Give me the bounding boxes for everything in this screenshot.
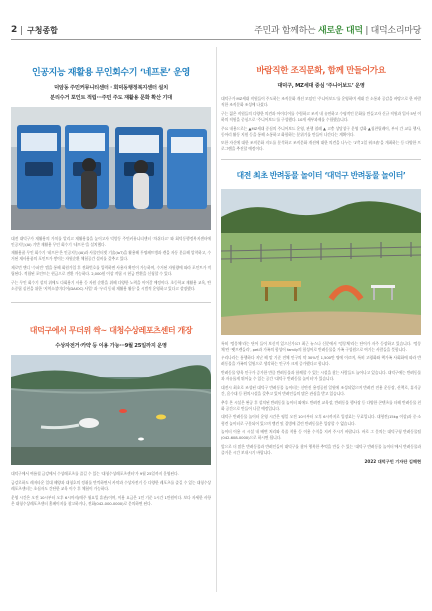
article-title: 대덕구에서 무더위 싹~ 대청수상레포츠센터 개장: [29, 326, 193, 336]
photo-recycling-machines: [11, 107, 211, 230]
article-watersports: [11, 325, 211, 507]
article-title: 바람직한 조직문화, 함께 만들어가요: [256, 66, 386, 76]
article-subtitle: 수상자전거·카약 등 이용 가능···9월 25일까지 운영: [55, 343, 167, 350]
reporter-credit: 2022 대덕구민 기자단 김해현: [364, 458, 421, 464]
article-subtitle: 대덕구, MZ세대 중심 ‘주니어보드’ 운영: [277, 83, 365, 89]
paragraph: 대덕구에서 여름철 금강에서 수상레포츠를 즐길 수 있는 ‘대청수상레포츠센터’가 9월 25일까지 운영된다.: [11, 471, 179, 477]
paragraph: 주요 내용으로는 ▲MZ세대 중심의 주니어보드 운영, 관행 철폐 ▲ 고충 상담창구 운영 강화 ▲칭찬릴레이, 부서 간 교류 행사, 동아리 활동 지원 등을 통해 소통하고 화합하는 분위기를 만들어 나간다는 계획이다.: [221, 125, 421, 137]
slogan-part2: | 대덕소리마당: [362, 26, 421, 36]
slogan-part1: 주민과 함께하는: [254, 26, 318, 36]
header-rule: [11, 39, 421, 40]
article-subtitle: 덕암동 주민커뮤니티센터 · 회덕동행정복지센터 설치: [54, 85, 168, 91]
slogan: [254, 23, 421, 36]
article-body: [221, 341, 421, 457]
paragraph: 구는 무인 회수기 설치 위에도 다회용기 사용 등 자원 순환을 위해 다양한 노력을 이어갈 예정이다. 초등학교 재활용 교육, 탄소중립 실천을 위한 ‘지역소셜미디어(DAIOC) 사업’ 과 ‘우리 동네 재활용 활동’을 시범적 운영하고 있다고 설명했다.: [11, 279, 211, 291]
article-subtitle: 분리수거 포인트 적립···주민 주도 재활용 문화 확산 기대: [50, 94, 172, 101]
paragraph: 대덕구가 MZ세대 직원들이 주도하는 조직문화 개선 모임인 ‘주니어보드’를 운영하며 세대 간 소통과 공감을 바탕으로 한 바람직한 조직문화 조성에 나섰다.: [221, 96, 421, 108]
paragraph: 특히 ‘멍뭉체’라는 단어 들어 보신적 있으신가요? 최근 뉴스나 신문에서 ‘멍뭉체’라는 단어가 자주 등장하고 있습니다. ‘멍뭉체’란 ‘펫프렌들리’, pet과 가족의 합성어 family의 합성어로 반려동물을 가족 구성원으로 여기는 사람들을 뜻합니다.: [221, 340, 421, 352]
paragraph: 재활용품 무인 회수기 ‘네프론’은 인공지능(AI)과 사물인터넷 기술(IoT)을 활용해 투명페트병과 캔을 자동 분류해 압착하고, 수거된 재사용품의 포인트가 쌓이는 자원순환 체험공간 설비를 갖추고 있다.: [11, 250, 211, 262]
paragraph: 또한 자신에 대한 조직문화 지도를 분석하고 조직문화 개선에 대한 의견을 나누는 ‘1박 2일 워크숍’을 개최하는 등 다양한 프로그램을 추진할 예정이다.: [221, 140, 421, 152]
article-neprun: [11, 65, 211, 292]
left-column: [11, 47, 211, 509]
paragraph: 반려동물 양육 인구가 증가한 만큼 반려동물과 함께할 수 있는 시설을 찾는 사람들도 늘어나고 있습니다. 대덕구에는 반려동물과 자유롭게 뛰어놀 수 있는 공간 ‘대덕구 반려동물 놀이터’가 있습니다.: [221, 370, 421, 382]
photo-lake-watersports: [11, 355, 211, 465]
paragraph: 추후 본 시설은 완공 후 설치된 반려동물 놀이터 외에도 반려견 교육장, 반려동물 행사장 등 다양한 콘텐츠를 더해 반려동물 친화 공간으로 만들어 나갈 예정입니다.: [221, 399, 421, 411]
header-divider: [21, 26, 22, 35]
paragraph: 놀이터 이용 시 시설 내 배변 처리와 목줄 착용 등 이용 수칙을 지켜 주시기 바랍니다. 바로 그 문의는 대덕구청 반려동물팀(042-608-0000)으로 하시면 됩니다.: [221, 429, 421, 441]
column-divider: [216, 47, 217, 592]
paragraph: 금강로하도 레저타운 일대 해양과 대청호의 정취를 만끽하면서 카약과 수상자전거 등 다양한 레포츠를 즐길 수 있는 대청수상레포츠센터는 초심자도 간단한 교육 이수 후 체험이 가능하다.: [11, 479, 211, 491]
paragraph: 앞으로 더 많은 반려동물과 반려인들이 대덕구를 찾아 행복한 추억을 만들 수 있는 ‘대덕구 반려동물 놀이터’에서 반려동물과 즐거운 시간 보내시기 바랍니다.: [221, 444, 421, 456]
article-org-culture: [221, 64, 421, 153]
page-number: 2: [11, 25, 18, 35]
section-rule: [221, 159, 421, 160]
article-title: 인공지능 재활용 무인회수기 ‘네프론’ 운영: [32, 68, 190, 78]
paragraph: 대전 대덕구가 재활용의 가치를 알리고 재활용률을 높이고자 덕암동 주민커뮤니티센터 ‘차쉬다고’ 와 회덕동행정복지센터에 인공지능(AI) 기반 재활용 무인 회수기 ‘네프론’을 설치했다.: [11, 235, 211, 247]
section-name: 구청종합: [27, 26, 58, 35]
page-header: [0, 0, 432, 42]
paragraph: 운영 시간은 오전 10시부터 오후 6시까지(매주 월요일 휴관)이며, 이용 요금은 1인 기준 1시간 1만원이다. 보다 자세한 사항은 대청수상레포츠센터 홈페이지를 참고하거나, 전화(042-000-0000)로 문의하면 된다.: [11, 494, 211, 506]
article-dog-park: [221, 170, 421, 465]
section-rule: [11, 302, 211, 303]
photo-dog-park: [221, 189, 421, 335]
article-body: [11, 236, 211, 293]
paragraph: 우리나라는 통행하다 지난 해 말 기준 전체 인구의 약 30%인 1,500만 명에 이르며, 특히 고령화와 핵가족 사회화에 따라 반려동물을 가족의 일원으로 생각하는 인구가 크게 증가했다고 합니다.: [221, 355, 421, 367]
paragraph: 구는 젊은 직원들의 다양한 의견과 아이디어를 수렴하고 조직 내 유연하고 수평적인 문화를 만들고자 신규 직원과 입사 5년 이하의 직원을 중심으로 ‘주니어보드’를 구성했다. 10개 세부과제를 수립했습니다.: [221, 110, 421, 122]
slogan-accent: 새로운 대덕: [317, 26, 363, 36]
paragraph: 제로먼 앤디 ‘수퍼빈’ 앱을 통해 회원가입 후 전화번호를 입력하면 사용자 확인이 가능하며, 수거된 자원량에 따라 포인트가 적립된다. 적립된 포인트는 현금으로 전환 가능하다. 2,000원 이상 적립 시 현금 반환을 신청할 수 있다.: [11, 265, 211, 277]
paragraph: 대전시 최초로 조성된 대덕구 반려동물 놀이터는 신탄진 용정공원 일원에 조성되었으며 반려견 전용 운동장, 산책로, 휴식공간, 음수대 등 편의시설을 갖추고 있어 반려인들의 많은 관심을 받고 있습니다.: [221, 384, 421, 396]
article-body: [11, 471, 211, 507]
right-column: [221, 47, 421, 465]
paragraph: 대덕구 반려동물 놀이터 운영 시간은 평일 오전 10시부터 오후 6시까지로 입장료는 무료입니다. 대형견(15kg 이상)과 중·소형견 놀이터로 구분되어 있으며 맹견 및 질병에 걸린 반려동물은 입장할 수 없습니다.: [221, 414, 421, 426]
article-body: [221, 96, 421, 153]
article-title: 대전 최초 반려동물 놀이터 ‘대덕구 반려동물 놀이터’: [236, 170, 406, 180]
